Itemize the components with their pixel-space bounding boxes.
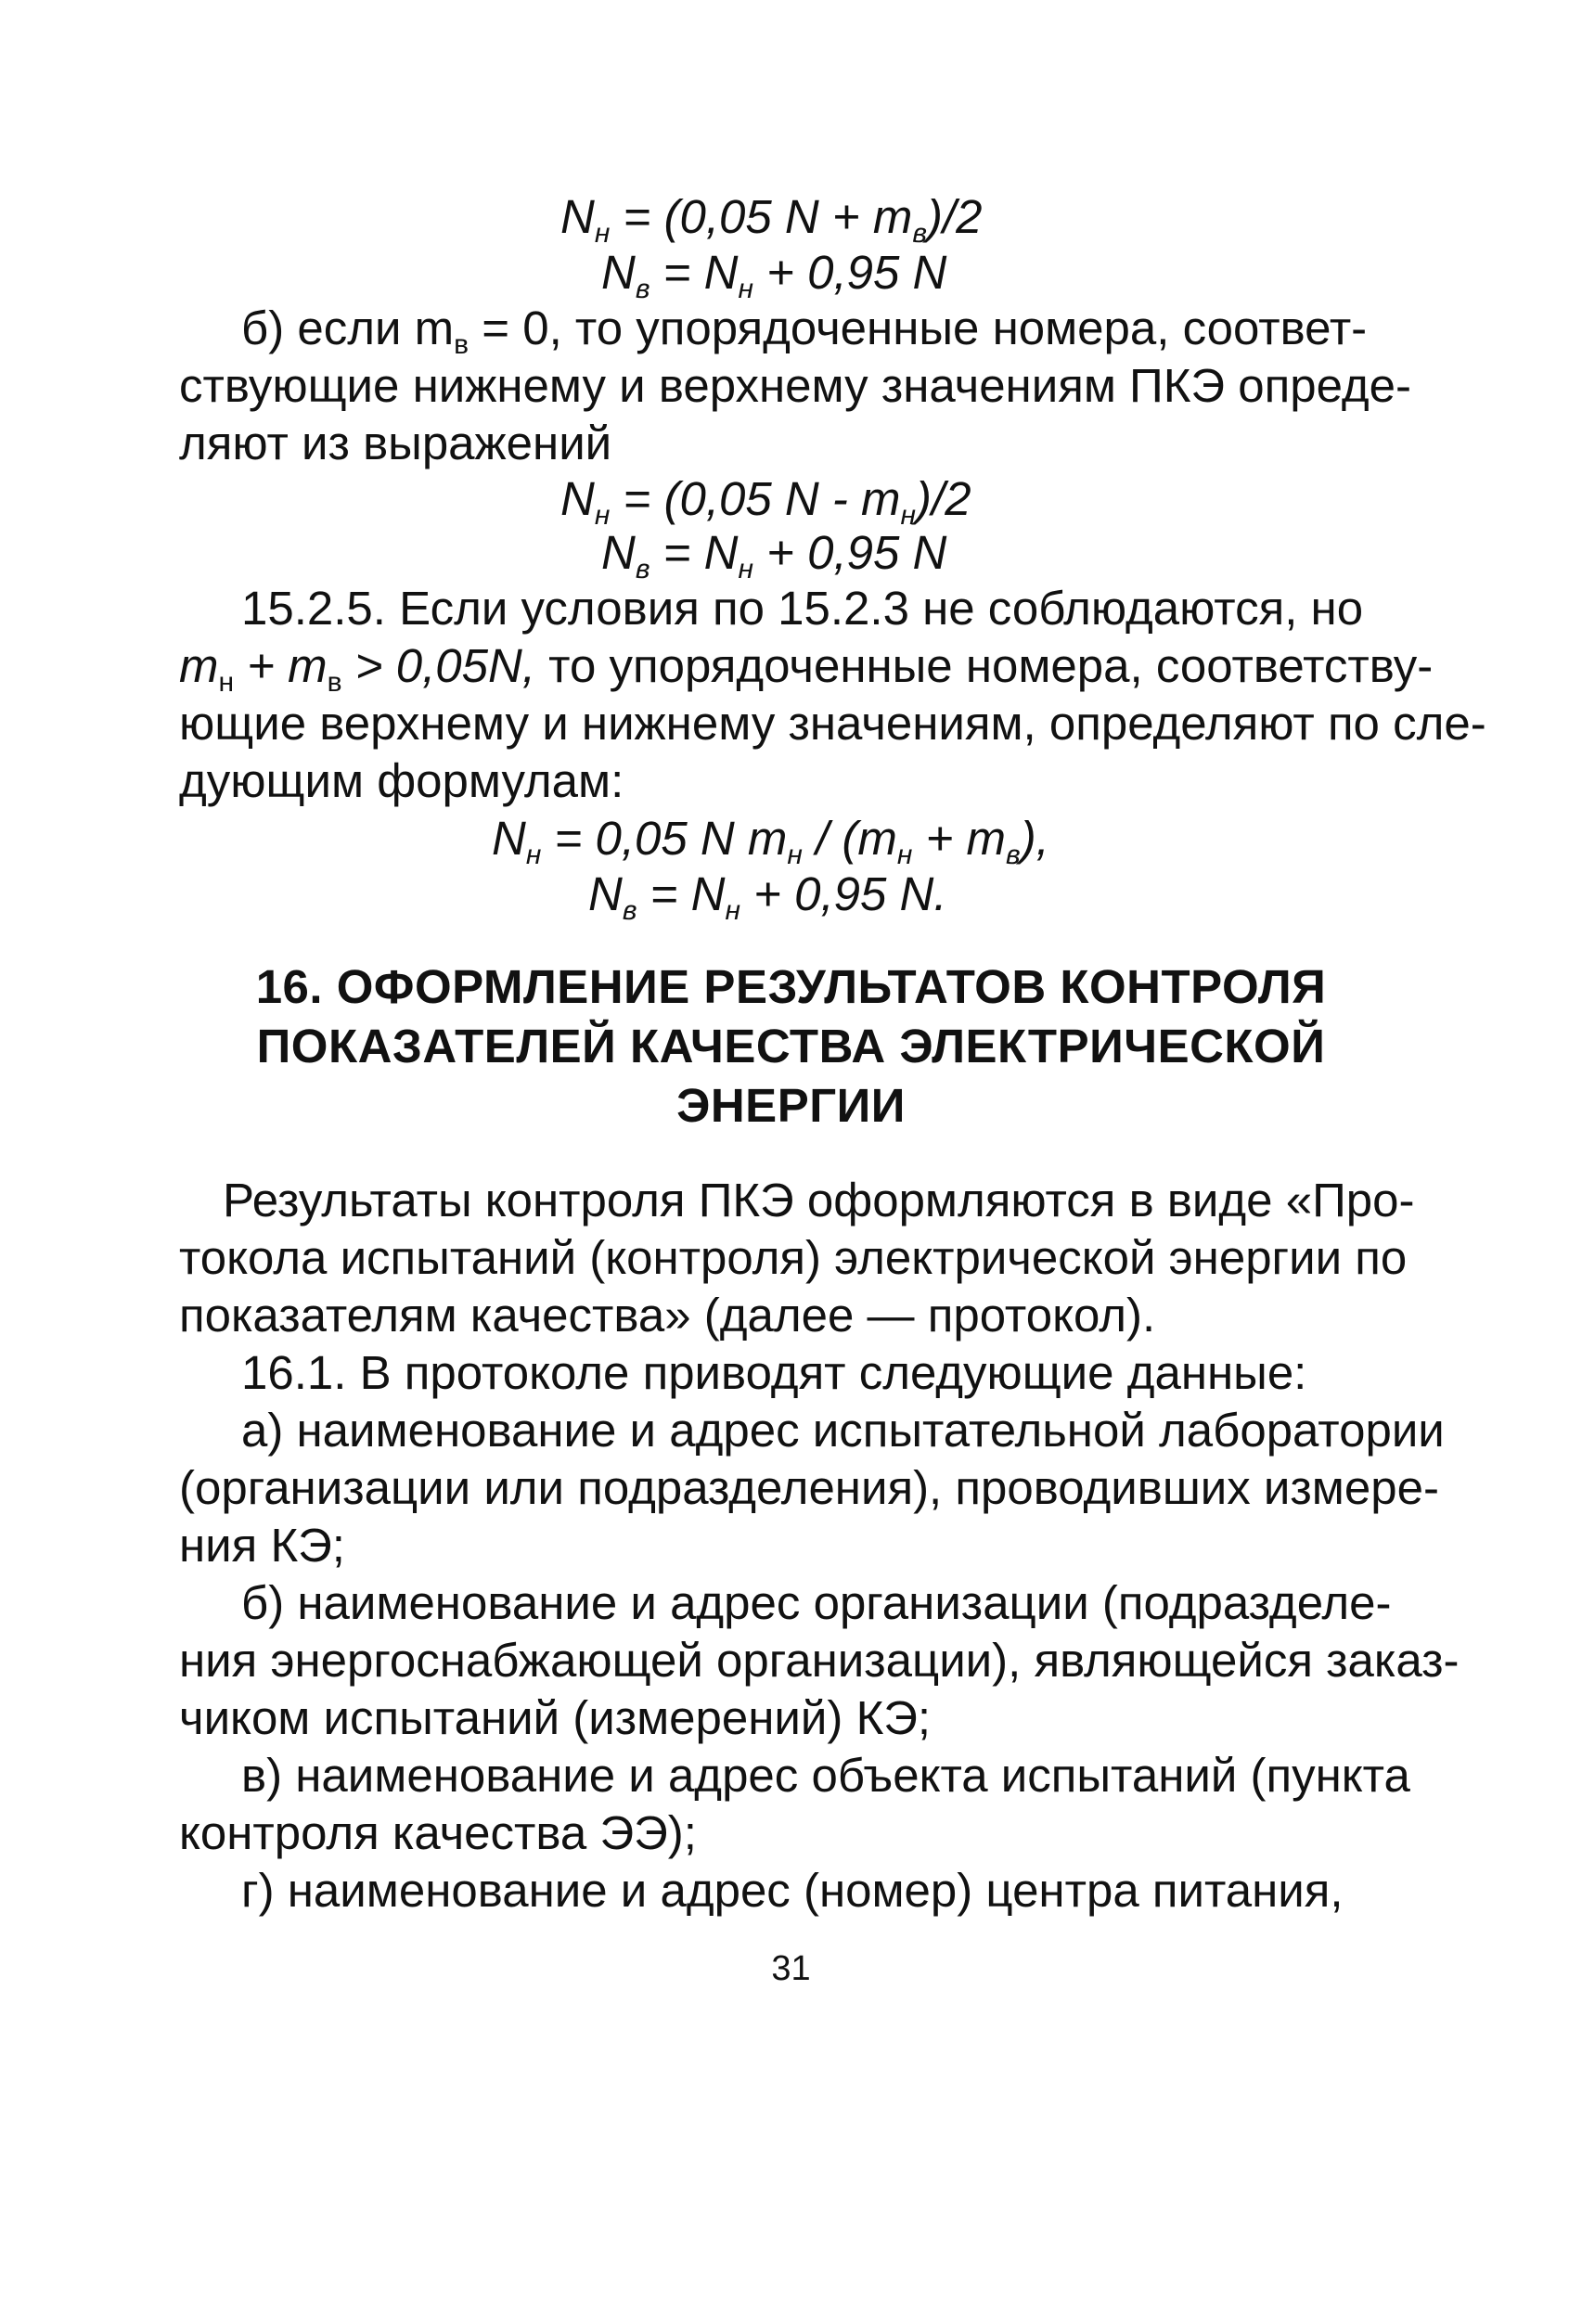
formula-nn-c: $N_н = 0,05$ N $m_н / (m_н + m_в)$,	[492, 812, 1049, 870]
section-heading-line-2: ПОКАЗАТЕЛЕЙ КАЧЕСТВА ЭЛЕКТРИЧЕСКОЙ	[256, 1020, 1326, 1072]
item-v-line-1: в) наименование и адрес объекта испытаний (пункта	[241, 1749, 1410, 1802]
clause-15-2-5-line-4: дующим формулам:	[179, 754, 624, 807]
case-b-line-1: б) если $m_в = 0$, то упорядоченные номера, соответ-	[241, 302, 1368, 360]
formula-nv-c: $N_в = N_н + 0,95$ N.	[588, 867, 947, 926]
item-g-line-1: г) наименование и адрес (номер) центра питания,	[241, 1864, 1344, 1917]
case-b-line-3: ляют из выражений	[179, 417, 612, 469]
case-b-line-2: ствующие нижнему и верхнему значениям ПКЭ опреде-	[179, 359, 1411, 412]
clause-15-2-5-line-2: $m_н + m_в > 0,05N$, то упорядоченные номера, соответству-	[179, 639, 1434, 698]
intro-line-3: показателям качества» (далее — протокол).	[179, 1289, 1156, 1342]
intro-line-2: токола испытаний (контроля) электрической энергии по	[179, 1231, 1408, 1284]
formula-nn-b: $N_н = (0,05$ N - $m_н)/2$	[560, 472, 971, 531]
section-heading-line-3: ЭНЕРГИИ	[676, 1079, 906, 1132]
clause-16-1: 16.1. В протоколе приводят следующие данные:	[241, 1346, 1307, 1399]
formula-nn-a: $N_н = (0,05$ $N + m_в)/2$	[560, 190, 983, 249]
item-b-line-3: чиком испытаний (измерений) КЭ;	[179, 1691, 932, 1744]
formula-nv-a: $N_в = N_н + 0,95$ N	[601, 246, 947, 304]
formula-nv-b: $N_в = N_н + 0,95$ N	[601, 526, 947, 584]
item-a-line-1: а) наименование и адрес испытательной лаборатории	[241, 1404, 1445, 1457]
page-number: 31	[771, 1949, 811, 1988]
item-b-line-2: ния энергоснабжающей организации), являющейся заказ-	[179, 1634, 1460, 1687]
intro-line-1: Результаты контроля ПКЭ оформляются в виде «Про-	[223, 1174, 1415, 1226]
item-b-line-1: б) наименование и адрес организации (подразделе-	[241, 1576, 1392, 1629]
clause-15-2-5-line-3: ющие верхнему и нижнему значениям, определяют по сле-	[179, 697, 1486, 750]
clause-15-2-5-line-1: 15.2.5. Если условия по 15.2.3 не соблюдаются, но	[241, 582, 1364, 635]
item-a-line-2: (организации или подразделения), проводивших измере-	[179, 1461, 1439, 1514]
item-a-line-3: ния КЭ;	[179, 1519, 345, 1572]
item-v-line-2: контроля качества ЭЭ);	[179, 1806, 697, 1859]
section-heading-line-1: 16. ОФОРМЛЕНИЕ РЕЗУЛЬТАТОВ КОНТРОЛЯ	[255, 960, 1327, 1013]
